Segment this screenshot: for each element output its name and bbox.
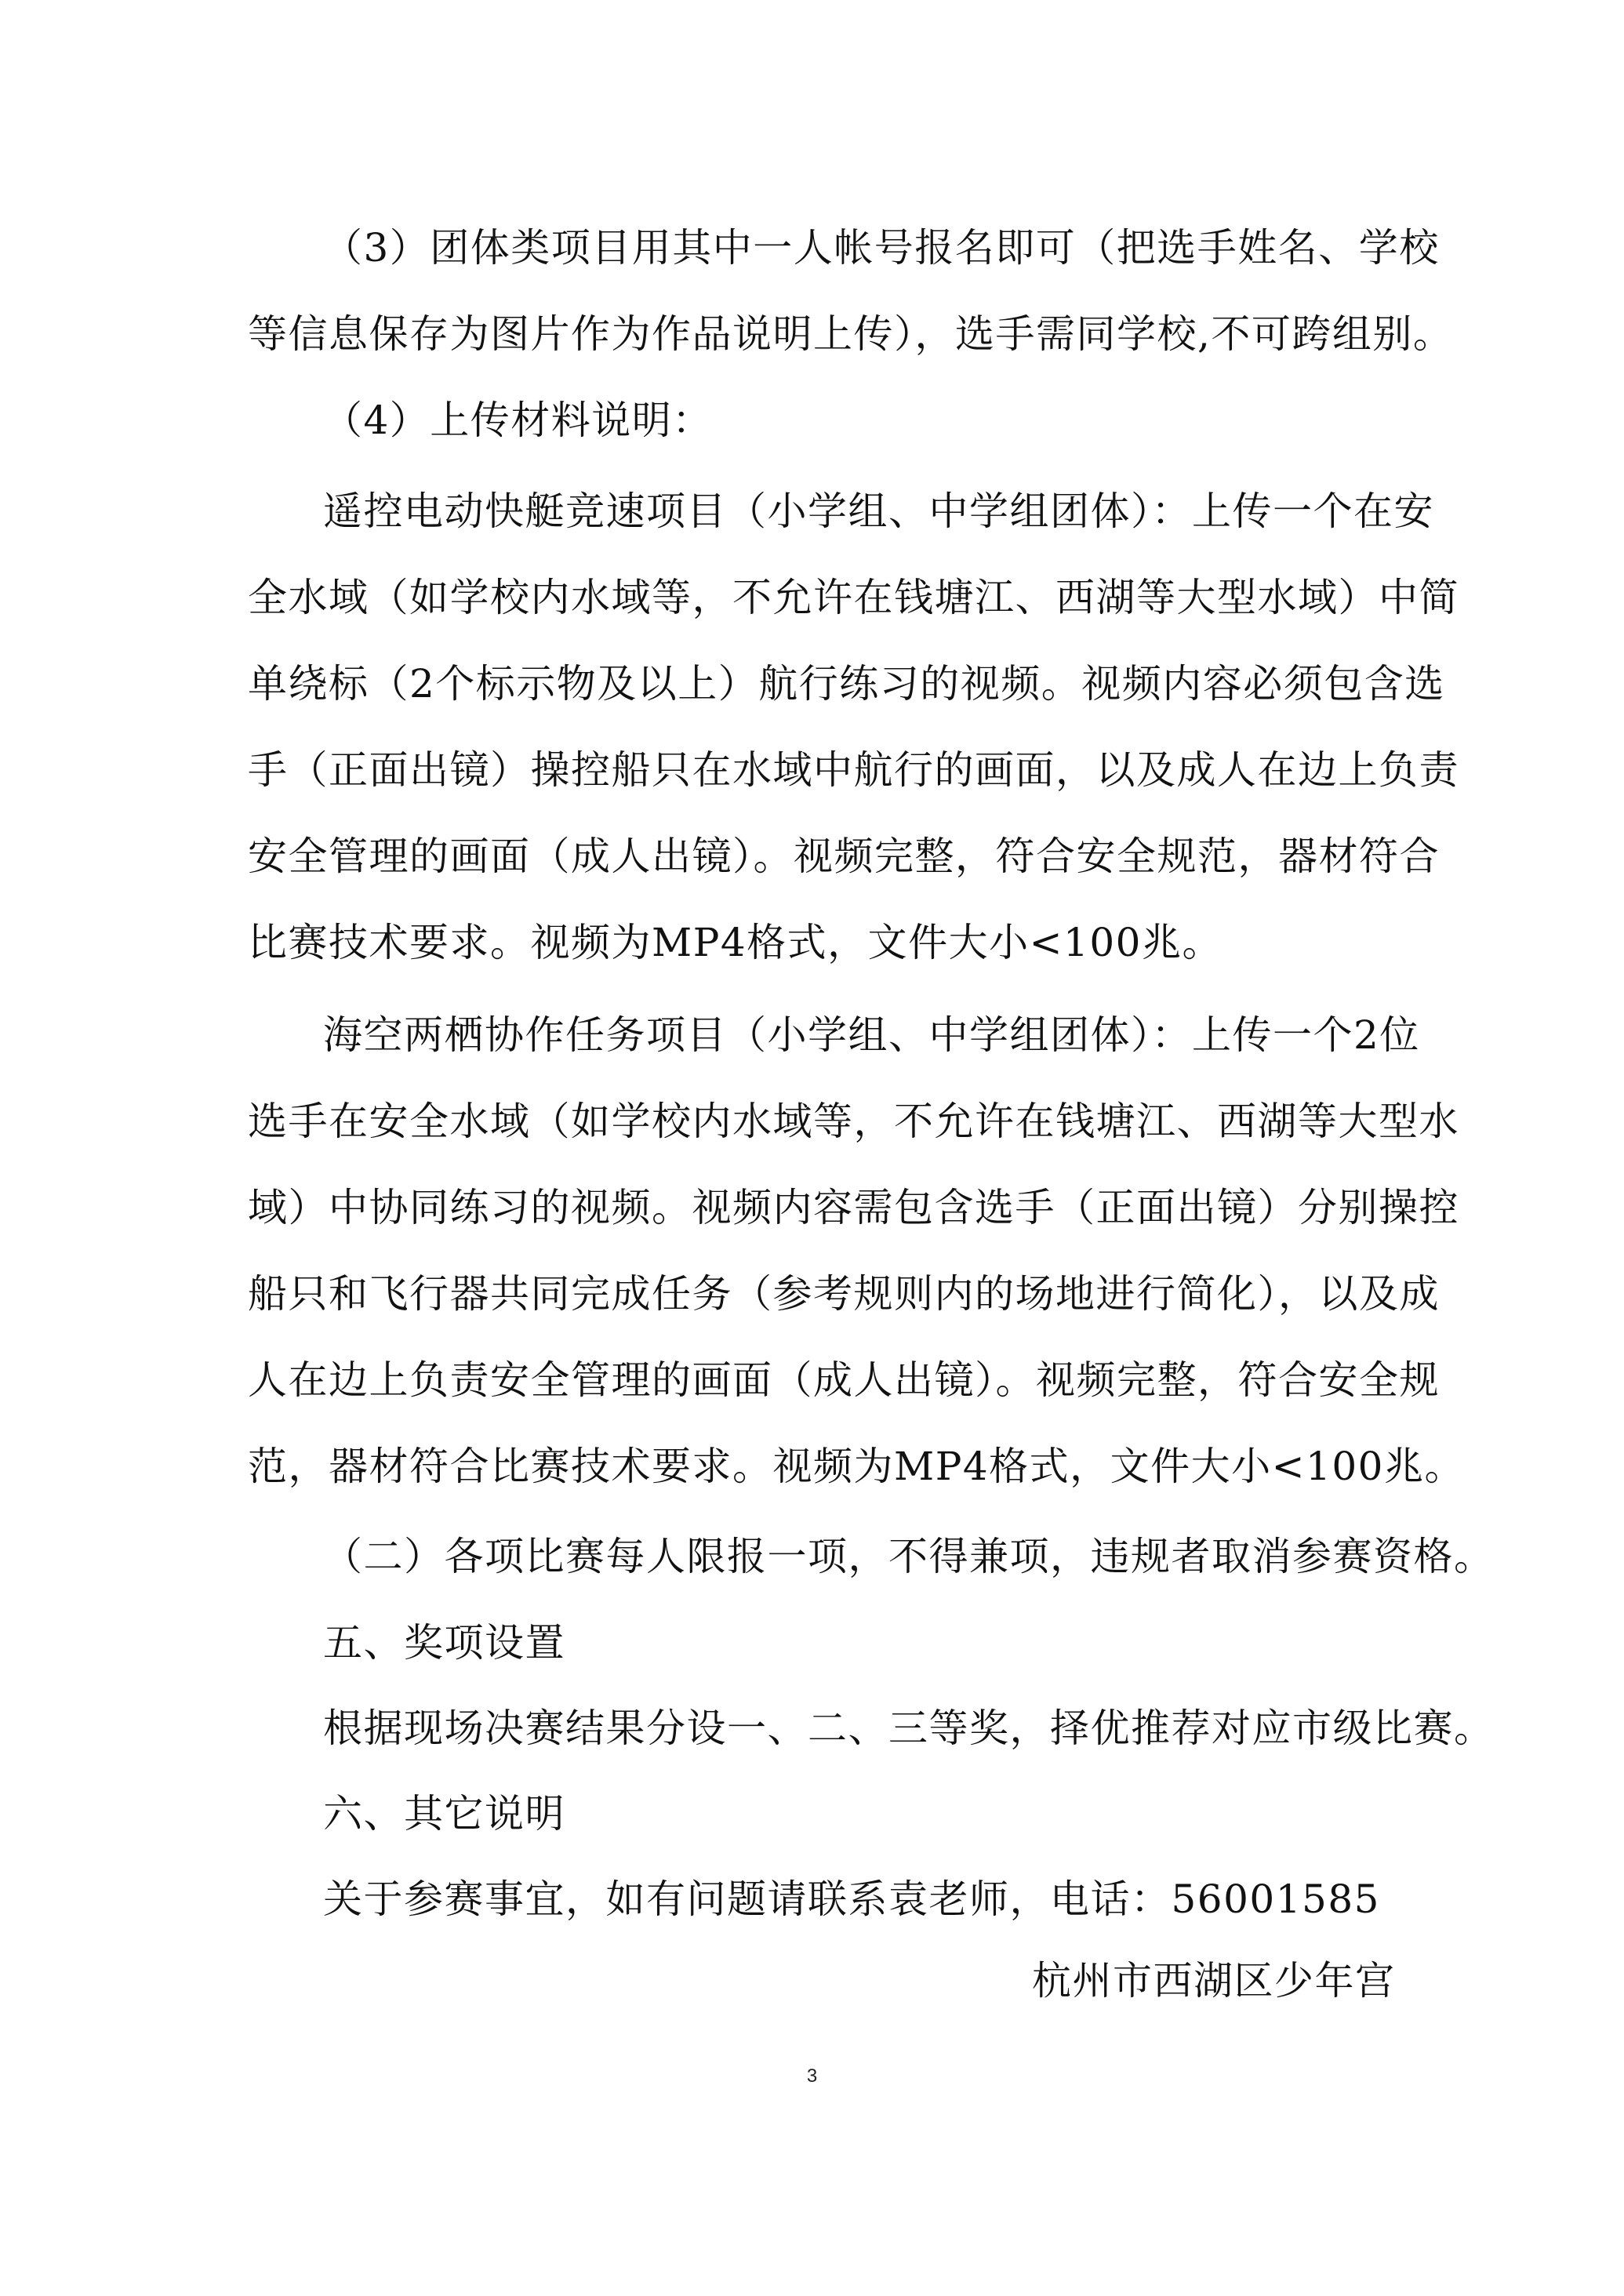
paragraph-amphibious-line-1: 海空两栖协作任务项目（小学组、中学组团体）：上传一个2位 <box>323 1012 1420 1058</box>
paragraph-amphibious-line-2: 选手在安全水域（如学校内水域等，不允许在钱塘江、西湖等大型水 <box>248 1099 1459 1144</box>
paragraph-one-entry-rule: （二）各项比赛每人限报一项，不得兼项，违规者取消参赛资格。 <box>323 1534 1495 1579</box>
paragraph-speedboat-line-4: 手（正面出镜）操控船只在水域中航行的画面，以及成人在边上负责 <box>248 747 1459 793</box>
paragraph-amphibious-line-6: 范，器材符合比赛技术要求。视频为MP4格式，文件大小<100兆。 <box>248 1444 1465 1489</box>
paragraph-amphibious-line-4: 船只和飞行器共同完成任务（参考规则内的场地进行简化），以及成 <box>248 1271 1440 1317</box>
paragraph-amphibious-line-5: 人在边上负责安全管理的画面（成人出镜）。视频完整，符合安全规 <box>248 1357 1440 1403</box>
paragraph-amphibious-line-3: 域）中协同练习的视频。视频内容需包含选手（正面出镜）分别操控 <box>248 1185 1459 1230</box>
paragraph-team-registration-line-1: （3）团体类项目用其中一人帐号报名即可（把选手姓名、学校 <box>323 225 1440 271</box>
section-heading-other-notes: 六、其它说明 <box>323 1791 565 1836</box>
signature-organization: 杭州市西湖区少年宫 <box>1032 1958 1396 2004</box>
upload-materials-heading: （4）上传材料说明： <box>323 398 713 443</box>
paragraph-speedboat-line-6: 比赛技术要求。视频为MP4格式，文件大小<100兆。 <box>248 920 1223 965</box>
paragraph-speedboat-line-3: 单绕标（2个标示物及以上）航行练习的视频。视频内容必须包含选 <box>248 661 1445 707</box>
paragraph-speedboat-line-5: 安全管理的画面（成人出镜）。视频完整，符合安全规范，器材符合 <box>248 834 1440 879</box>
paragraph-awards: 根据现场决赛结果分设一、二、三等奖，择优推荐对应市级比赛。 <box>323 1706 1495 1751</box>
page-number: 3 <box>806 2065 818 2087</box>
paragraph-speedboat-line-1: 遥控电动快艇竞速项目（小学组、中学组团体）：上传一个在安 <box>323 489 1434 534</box>
paragraph-team-registration-line-2: 等信息保存为图片作为作品说明上传），选手需同学校,不可跨组别。 <box>248 311 1454 357</box>
section-heading-awards: 五、奖项设置 <box>323 1620 565 1666</box>
paragraph-speedboat-line-2: 全水域（如学校内水域等，不允许在钱塘江、西湖等大型水域）中简 <box>248 575 1459 620</box>
paragraph-contact: 关于参赛事宜，如有问题请联系袁老师，电话：56001585 <box>323 1876 1380 1922</box>
